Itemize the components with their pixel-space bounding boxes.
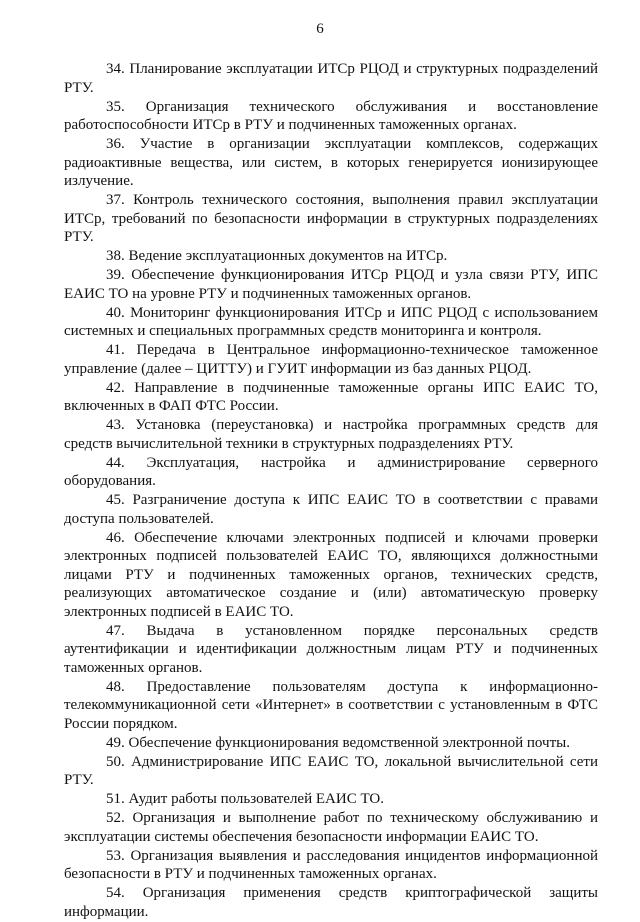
- list-item: 34. Планирование эксплуатации ИТСр РЦОД и структурных подразделений РТУ.: [64, 61, 598, 96]
- list-item: 52. Организация и выполнение работ по техническому обслуживанию и эксплуатации системы обеспечения безопасности информации ЕАИС ТО.: [64, 810, 598, 845]
- list-item: 50. Администрирование ИПС ЕАИС ТО, локальной вычислительной сети РТУ.: [64, 753, 598, 788]
- list-item: 53. Организация выявления и расследования инцидентов информационной безопасности в РТУ и подчиненных таможенных органах.: [64, 847, 598, 882]
- list-item: 44. Эксплуатация, настройка и администрирование серверного оборудования.: [64, 454, 598, 489]
- list-item: 46. Обеспечение ключами электронных подписей и ключами проверки электронных подписей пользователей ЕАИС ТО, являющихся должностными лицами РТУ и подчиненных таможенных органов, технических средств, реализующих автоматическое создание и (или) автоматическую проверку электронных подписей в ЕАИС ТО.: [64, 529, 598, 620]
- list-item: 40. Мониторинг функционирования ИТСр и ИПС РЦОД с использованием системных и специальных программных средств мониторинга и контроля.: [64, 304, 598, 339]
- list-item: 43. Установка (переустановка) и настройка программных средств для средств вычислительной техники в структурных подразделениях РТУ.: [64, 417, 598, 452]
- list-item: 37. Контроль технического состояния, выполнения правил эксплуатации ИТСр, требований по безопасности информации в структурных подразделениях РТУ.: [64, 192, 598, 245]
- list-item: 51. Аудит работы пользователей ЕАИС ТО.: [106, 791, 384, 807]
- page-number: 6: [316, 21, 324, 37]
- list-item: 39. Обеспечение функционирования ИТСр РЦОД и узла связи РТУ, ИПС ЕАИС ТО на уровне РТУ и подчиненных таможенных органов.: [64, 267, 598, 302]
- list-item: 42. Направление в подчиненные таможенные органы ИПС ЕАИС ТО, включенных в ФАП ФТС России.: [64, 379, 598, 414]
- list-item: 54. Организация применения средств криптографической защиты информации.: [64, 885, 598, 920]
- list-item: 35. Организация технического обслуживания и восстановление работоспособности ИТСр в РТУ и подчиненных таможенных органах.: [64, 98, 598, 133]
- list-item: 47. Выдача в установленном порядке персональных средств аутентификации и идентификации должностным лицам РТУ и подчиненных таможенных органов.: [64, 622, 598, 676]
- list-item: 48. Предоставление пользователям доступа к информационно-телекоммуникационной сети «Интернет» в соответствии с установленным в ФТС России порядком.: [64, 678, 598, 732]
- numbered-list: [64, 60, 598, 922]
- list-item: 38. Ведение эксплуатационных документов на ИТСр.: [106, 248, 448, 264]
- list-item: 41. Передача в Центральное информационно-техническое таможенное управление (далее – ЦИТТУ) и ГУИТ информации из баз данных РЦОД.: [64, 342, 598, 377]
- list-item: 36. Участие в организации эксплуатации комплексов, содержащих радиоактивные вещества, или систем, в которых генерируется ионизирующее излучение.: [64, 136, 598, 189]
- list-item: 45. Разграничение доступа к ИПС ЕАИС ТО в соответствии с правами доступа пользователей.: [64, 492, 598, 527]
- list-item: 49. Обеспечение функционирования ведомственной электронной почты.: [106, 734, 570, 751]
